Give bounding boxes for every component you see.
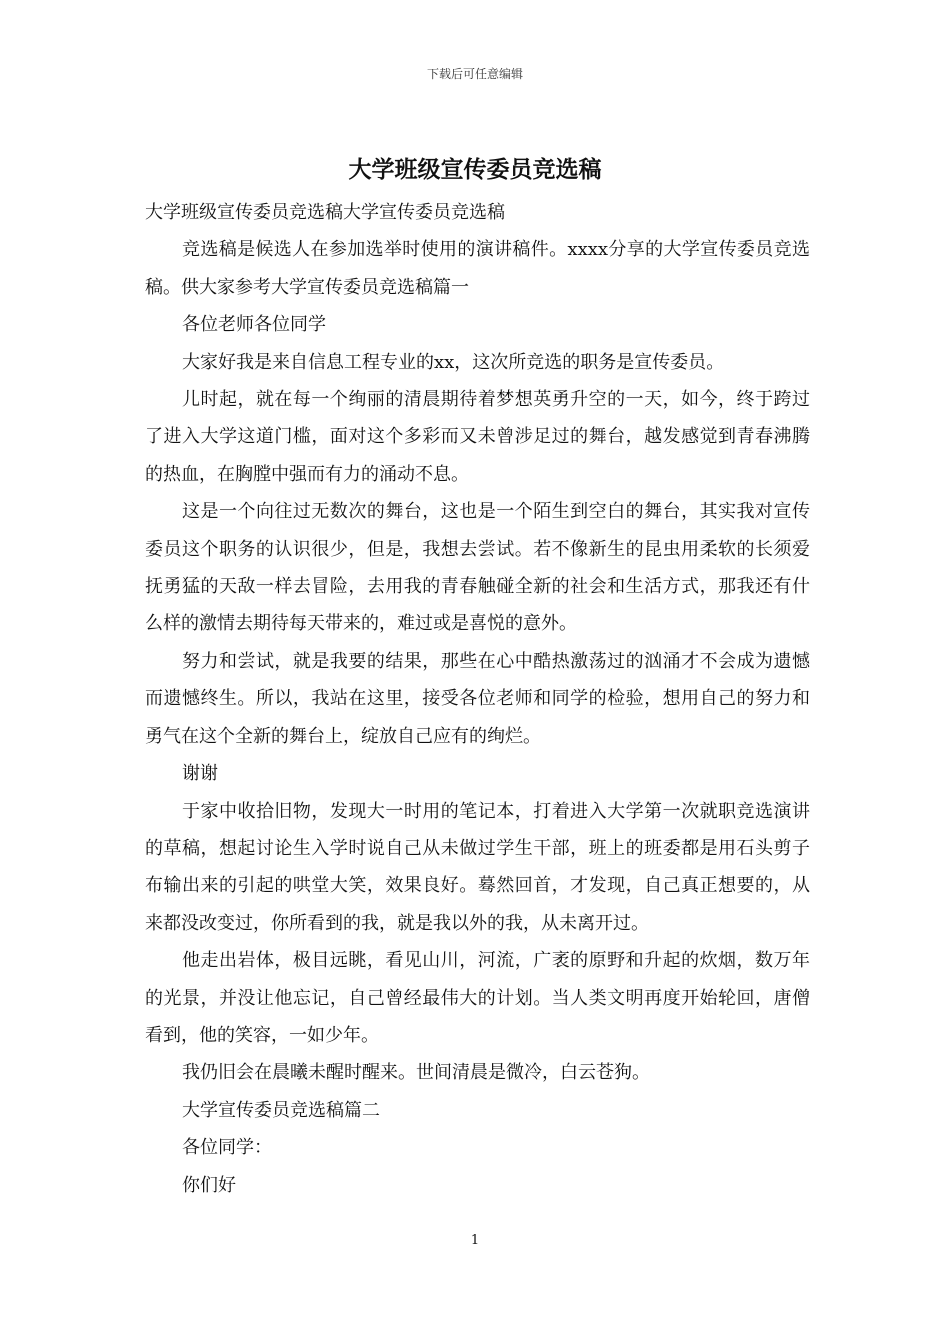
- document-title: 大学班级宣传委员竞选稿: [348, 156, 602, 183]
- paragraph: 于家中收拾旧物，发现大一时用的笔记本，打着进入大学第一次就职竞选演讲的草稿，想起讨论生入学时说自己从未做过学生干部，班上的班委都是用石头剪子布输出来的引起的哄堂大笑，效果良好。蓦然回首，才发现，自己真正想要的，从来都没改变过，你所看到的我，就是我以外的我，从未离开过。: [145, 800, 810, 934]
- paragraph: 儿时起，就在每一个绚丽的清晨期待着梦想英勇升空的一天，如今，终于跨过了进入大学这道门槛，面对这个多彩而又未曾涉足过的舞台，越发感觉到青春沸腾的热血，在胸膛中强而有力的涌动不息。: [145, 389, 810, 485]
- page-header: 下载后可任意编辑: [426, 67, 523, 81]
- paragraph: 谢谢: [182, 763, 218, 785]
- paragraph: 我仍旧会在晨曦未醒时醒来。世间清晨是微冷，白云苍狗。: [182, 1062, 650, 1084]
- paragraph: 各位老师各位同学: [182, 314, 326, 336]
- paragraph: 努力和尝试，就是我要的结果，那些在心中酷热激荡过的汹涌才不会成为遗憾而遗憾终生。所以，我站在这里，接受各位老师和同学的检验，想用自己的努力和勇气在这个全新的舞台上，绽放自己应有的绚烂。: [145, 650, 810, 747]
- paragraph: 他走出岩体，极目远眺，看见山川，河流，广袤的原野和升起的炊烟，数万年的光景，并没让他忘记，自己曾经最伟大的计划。当人类文明再度开始轮回，唐僧看到，他的笑容，一如少年。: [145, 950, 810, 1046]
- paragraph: 大家好我是来自信息工程专业的xx，这次所竞选的职务是宣传委员。: [182, 351, 725, 373]
- paragraph: 这是一个向往过无数次的舞台，这也是一个陌生到空白的舞台，其实我对宣传委员这个职务的认识很少，但是，我想去尝试。若不像新生的昆虫用柔软的长须爱抚勇猛的天敌一样去冒险，去用我的青春触碰全新的社会和生活方式，那我还有什么样的激情去期待每天带来的，难过或是喜悦的意外。: [145, 501, 810, 635]
- paragraph-subtitle: 大学班级宣传委员竞选稿大学宣传委员竞选稿: [145, 202, 505, 223]
- document-body: [145, 194, 810, 1204]
- paragraph: 竞选稿是候选人在参加选举时使用的演讲稿件。xxxx分享的大学宣传委员竞选稿。供大家参考大学宣传委员竞选稿篇一: [145, 239, 810, 298]
- paragraph: 你们好: [182, 1174, 236, 1196]
- page-number: 1: [470, 1233, 480, 1248]
- paragraph: 大学宣传委员竞选稿篇二: [182, 1099, 380, 1121]
- paragraph: 各位同学：: [182, 1137, 272, 1159]
